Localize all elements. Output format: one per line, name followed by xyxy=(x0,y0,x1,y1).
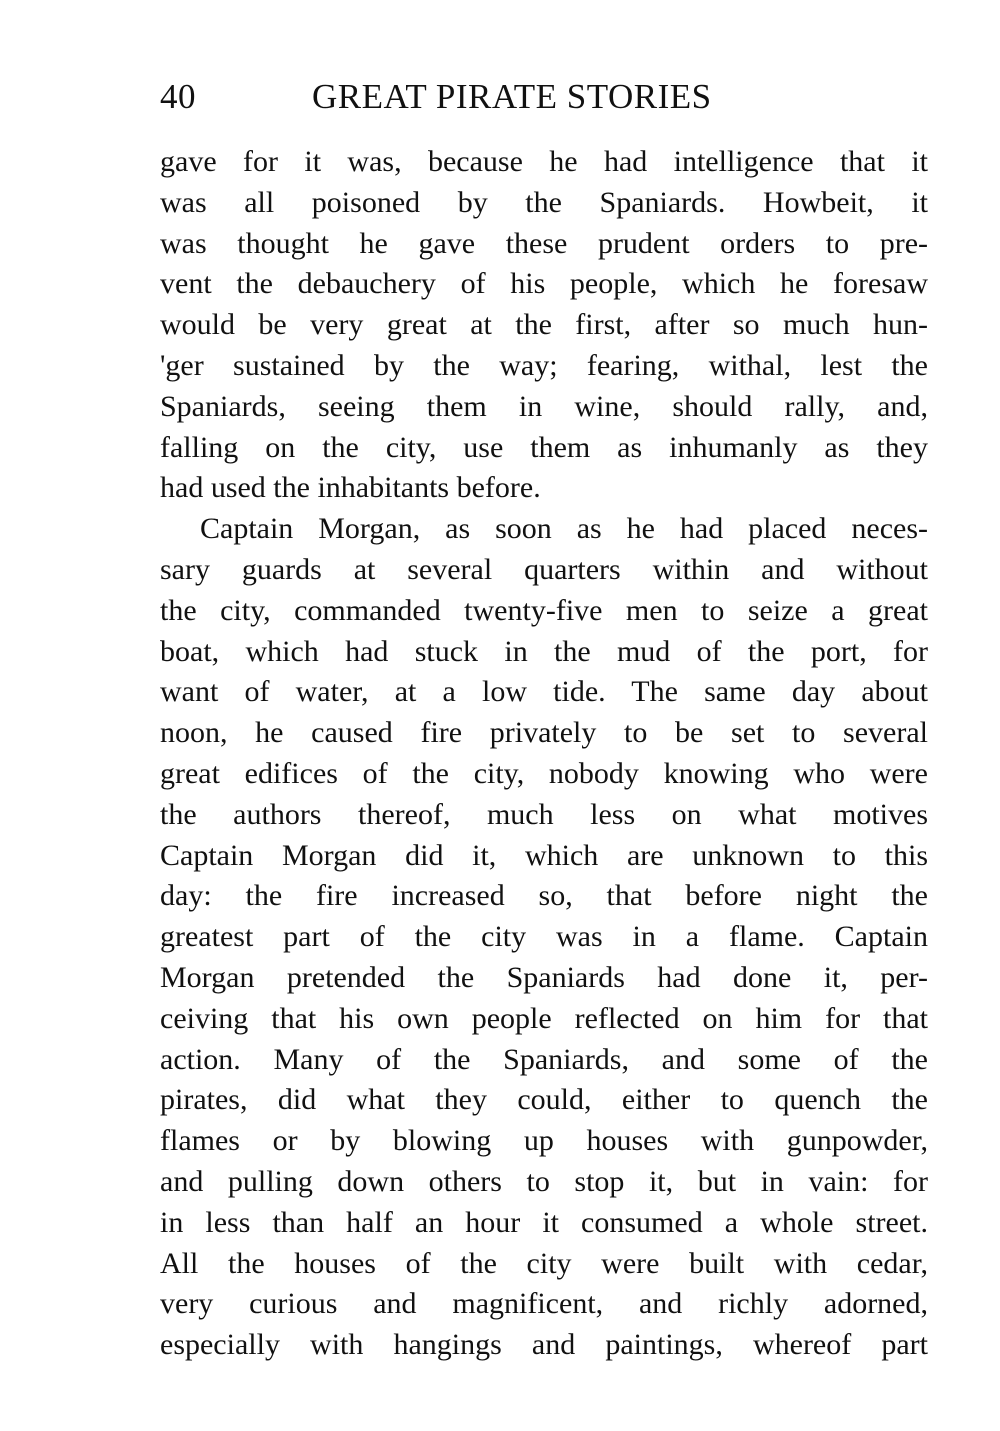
text-line: All the houses of the city were built with cedar, xyxy=(160,1246,928,1280)
text-line: want of water, at a low tide. The same day about xyxy=(160,675,928,709)
book-title: GREAT PIRATE STORIES xyxy=(312,77,712,116)
text-line: was all poisoned by the Spaniards. Howbeit, it xyxy=(160,185,928,219)
text-line: Captain Morgan did it, which are unknown to this xyxy=(160,838,928,872)
running-head xyxy=(160,74,780,120)
text-line: day: the fire increased so, that before night the xyxy=(160,879,928,913)
text-line: sary guards at several quarters within and without xyxy=(160,552,928,586)
text-line: action. Many of the Spaniards, and some of the xyxy=(160,1042,928,1076)
text-line: Spaniards, seeing them in wine, should rally, and, xyxy=(160,389,928,423)
text-line: and pulling down others to stop it, but in vain: for xyxy=(160,1164,928,1198)
text-line: was thought he gave these prudent orders to pre- xyxy=(160,226,928,260)
text-line: especially with hangings and paintings, whereof part xyxy=(160,1328,928,1362)
text-line: flames or by blowing up houses with gunpowder, xyxy=(160,1124,928,1158)
page-number: 40 xyxy=(160,77,196,116)
text-line: pirates, did what they could, either to quench the xyxy=(160,1083,928,1117)
text-line: great edifices of the city, nobody knowing who were xyxy=(160,756,928,790)
text-line: very curious and magnificent, and richly adorned, xyxy=(160,1287,928,1321)
body-text xyxy=(160,142,928,1366)
paragraph-end-line: had used the inhabitants before. xyxy=(160,471,541,505)
text-line: 'ger sustained by the way; fearing, withal, lest the xyxy=(160,348,928,382)
text-line: noon, he caused fire privately to be set to several xyxy=(160,716,928,750)
text-line: the authors thereof, much less on what motives xyxy=(160,797,928,831)
paragraph-start-line: Captain Morgan, as soon as he had placed neces- xyxy=(200,512,928,546)
text-line: greatest part of the city was in a flame. Captain xyxy=(160,920,928,954)
text-line: vent the debauchery of his people, which he foresaw xyxy=(160,267,928,301)
text-line: falling on the city, use them as inhumanly as they xyxy=(160,430,928,464)
text-line: the city, commanded twenty-five men to seize a great xyxy=(160,593,928,627)
text-line: boat, which had stuck in the mud of the port, for xyxy=(160,634,928,668)
text-line: Morgan pretended the Spaniards had done it, per- xyxy=(160,960,928,994)
text-line: gave for it was, because he had intelligence that it xyxy=(160,145,928,178)
text-line: in less than half an hour it consumed a whole street. xyxy=(160,1205,928,1239)
text-line: would be very great at the first, after so much hun- xyxy=(160,308,928,342)
text-line: ceiving that his own people reflected on him for that xyxy=(160,1001,928,1035)
